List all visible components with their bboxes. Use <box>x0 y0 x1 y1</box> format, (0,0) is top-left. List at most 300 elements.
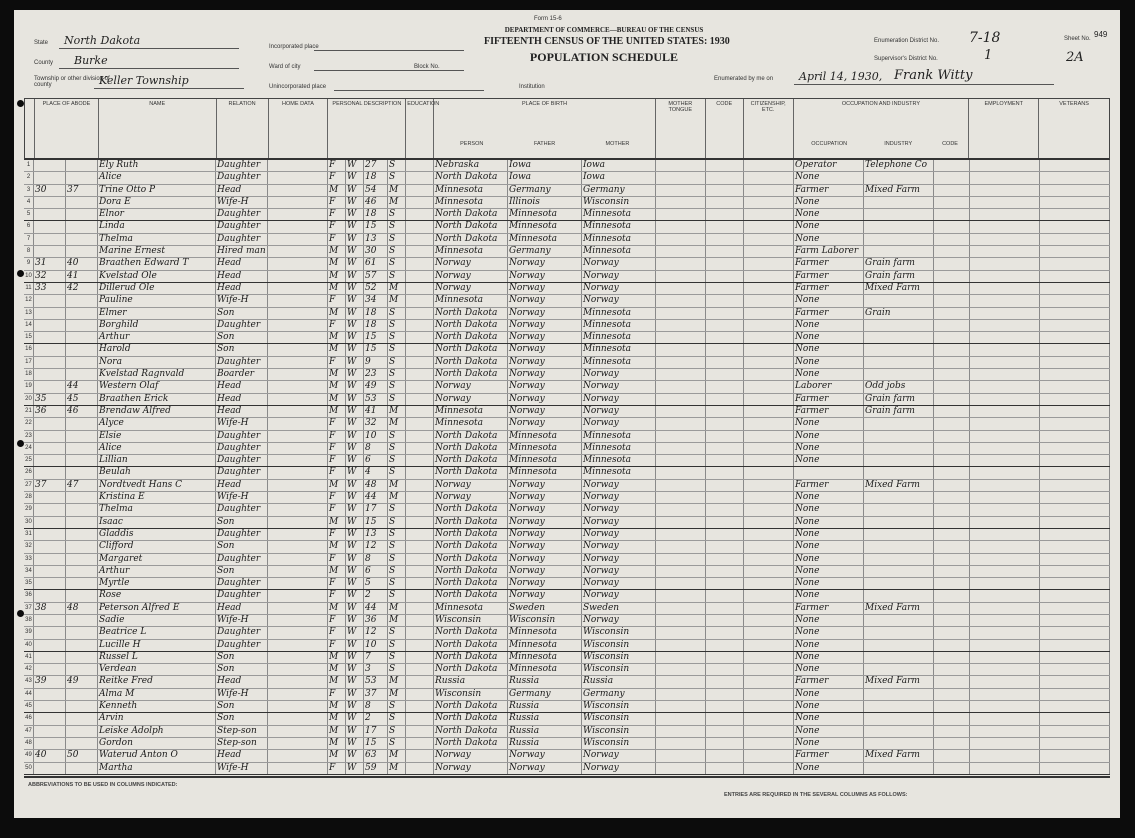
cell-pob: North Dakota <box>434 467 508 478</box>
cell-fpob: Norway <box>508 381 582 392</box>
cell-pob: North Dakota <box>434 529 508 540</box>
cell-mpob: Wisconsin <box>582 738 656 749</box>
cell-dw <box>34 320 66 331</box>
cell-occ: None <box>794 713 864 724</box>
schedule-title: POPULATION SCHEDULE <box>529 50 679 64</box>
census-sheet <box>14 10 1120 818</box>
cell-n: 18 <box>24 369 34 380</box>
cell-rel: Boarder <box>216 369 268 380</box>
cell-ms: M <box>388 676 406 687</box>
cell-race: W <box>346 578 364 589</box>
cell-n: 50 <box>24 763 34 774</box>
cell-fam <box>66 652 98 663</box>
cell-age: 18 <box>364 172 388 183</box>
census-row <box>24 234 1110 246</box>
cell-ind <box>864 234 934 245</box>
census-row <box>24 603 1110 615</box>
cell-dw: 38 <box>34 603 66 614</box>
cell-sex: F <box>328 492 346 503</box>
cell-ms: M <box>388 406 406 417</box>
cell-ind <box>864 357 934 368</box>
cell-rel: Daughter <box>216 431 268 442</box>
cell-n: 23 <box>24 431 34 442</box>
cell-pob: North Dakota <box>434 308 508 319</box>
cell-mpob: Minnesota <box>582 467 656 478</box>
cell-pob: North Dakota <box>434 701 508 712</box>
cell-age: 12 <box>364 627 388 638</box>
cell-dw <box>34 763 66 774</box>
census-row <box>24 406 1110 418</box>
cell-mpob: Norway <box>582 418 656 429</box>
cell-occ: None <box>794 664 864 675</box>
cell-race: W <box>346 160 364 171</box>
cell-name: Peterson Alfred E <box>98 603 216 614</box>
cell-ind: Telephone Co <box>864 160 934 171</box>
census-row <box>24 246 1110 258</box>
census-row <box>24 541 1110 553</box>
cell-race: W <box>346 750 364 761</box>
cell-fpob: Norway <box>508 258 582 269</box>
census-row <box>24 443 1110 455</box>
cell-occ: None <box>794 566 864 577</box>
cell-age: 36 <box>364 615 388 626</box>
cell-n: 47 <box>24 726 34 737</box>
cell-dw <box>34 664 66 675</box>
cell-ind <box>864 627 934 638</box>
cell-ms: S <box>388 664 406 675</box>
cell-occ: None <box>794 209 864 220</box>
cell-ms: S <box>388 566 406 577</box>
cell-n: 41 <box>24 652 34 663</box>
cell-rel: Wife-H <box>216 492 268 503</box>
cell-ind <box>864 295 934 306</box>
cell-mpob: Wisconsin <box>582 652 656 663</box>
cell-age: 2 <box>364 590 388 601</box>
cell-fam <box>66 209 98 220</box>
cell-ind <box>864 664 934 675</box>
cell-dw <box>34 726 66 737</box>
cell-occ <box>794 467 864 478</box>
cell-name: Marine Ernest <box>98 246 216 257</box>
cell-pob: Nebraska <box>434 160 508 171</box>
cell-rel: Son <box>216 664 268 675</box>
cell-sex: F <box>328 221 346 232</box>
cell-race: W <box>346 221 364 232</box>
cell-fpob: Norway <box>508 517 582 528</box>
cell-n: 33 <box>24 554 34 565</box>
cell-mpob: Norway <box>582 504 656 515</box>
cell-pob: Minnesota <box>434 185 508 196</box>
cell-n: 9 <box>24 258 34 269</box>
cell-ms: M <box>388 295 406 306</box>
cell-ms: M <box>388 603 406 614</box>
cell-mpob: Norway <box>582 541 656 552</box>
cell-ind: Grain farm <box>864 394 934 405</box>
cell-mpob: Norway <box>582 529 656 540</box>
cell-rel: Son <box>216 566 268 577</box>
cell-name: Myrtle <box>98 578 216 589</box>
cell-mpob: Minnesota <box>582 332 656 343</box>
cell-occ: Farmer <box>794 271 864 282</box>
cell-fpob: Norway <box>508 566 582 577</box>
cell-ms: M <box>388 418 406 429</box>
cell-age: 10 <box>364 640 388 651</box>
cell-mpob: Norway <box>582 295 656 306</box>
cell-sex: F <box>328 234 346 245</box>
cell-dw <box>34 738 66 749</box>
census-row <box>24 676 1110 688</box>
cell-ms: M <box>388 492 406 503</box>
cell-name: Thelma <box>98 504 216 515</box>
cell-name: Borghild <box>98 320 216 331</box>
cell-rel: Wife-H <box>216 197 268 208</box>
cell-rel: Wife-H <box>216 615 268 626</box>
census-row <box>24 763 1110 775</box>
cell-name: Reitke Fred <box>98 676 216 687</box>
cell-mpob: Minnesota <box>582 308 656 319</box>
cell-sex: F <box>328 431 346 442</box>
cell-ind: Mixed Farm <box>864 480 934 491</box>
cell-rel: Daughter <box>216 529 268 540</box>
cell-ms: S <box>388 652 406 663</box>
cell-sex: M <box>328 480 346 491</box>
cell-fam <box>66 726 98 737</box>
cell-mpob: Iowa <box>582 160 656 171</box>
cell-ind <box>864 418 934 429</box>
cell-fam <box>66 640 98 651</box>
cell-rel: Son <box>216 332 268 343</box>
cell-rel: Head <box>216 271 268 282</box>
cell-occ: None <box>794 517 864 528</box>
cell-ms: S <box>388 344 406 355</box>
cell-ind <box>864 467 934 478</box>
cell-race: W <box>346 455 364 466</box>
cell-rel: Daughter <box>216 172 268 183</box>
cell-fam: 44 <box>66 381 98 392</box>
census-row <box>24 529 1110 541</box>
cell-fam <box>66 357 98 368</box>
cell-ms: S <box>388 369 406 380</box>
cell-fam <box>66 701 98 712</box>
census-title: FIFTEENTH CENSUS OF THE UNITED STATES: 1930 <box>484 36 730 47</box>
census-row <box>24 418 1110 430</box>
cell-ind <box>864 689 934 700</box>
cell-fpob: Norway <box>508 590 582 601</box>
cell-sex: M <box>328 394 346 405</box>
census-rows <box>24 160 1110 775</box>
cell-rel: Daughter <box>216 504 268 515</box>
cell-fam <box>66 566 98 577</box>
column-headers <box>24 98 1110 160</box>
cell-occ: None <box>794 590 864 601</box>
cell-sex: M <box>328 726 346 737</box>
cell-age: 3 <box>364 664 388 675</box>
cell-sex: F <box>328 160 346 171</box>
cell-age: 59 <box>364 763 388 774</box>
cell-rel: Daughter <box>216 443 268 454</box>
cell-race: W <box>346 504 364 515</box>
cell-age: 48 <box>364 480 388 491</box>
cell-fam <box>66 418 98 429</box>
cell-mpob: Norway <box>582 763 656 774</box>
cell-age: 30 <box>364 246 388 257</box>
cell-sex: F <box>328 172 346 183</box>
cell-pob: North Dakota <box>434 455 508 466</box>
cell-name: Gladdis <box>98 529 216 540</box>
cell-rel: Daughter <box>216 640 268 651</box>
cell-ms: M <box>388 615 406 626</box>
cell-fam: 40 <box>66 258 98 269</box>
cell-sex: F <box>328 689 346 700</box>
cell-ind: Odd jobs <box>864 381 934 392</box>
cell-race: W <box>346 258 364 269</box>
cell-n: 17 <box>24 357 34 368</box>
cell-age: 44 <box>364 492 388 503</box>
cell-name: Nora <box>98 357 216 368</box>
census-row <box>24 344 1110 356</box>
census-row <box>24 357 1110 369</box>
cell-mpob: Norway <box>582 615 656 626</box>
cell-dw: 39 <box>34 676 66 687</box>
cell-pob: North Dakota <box>434 566 508 577</box>
cell-pob: North Dakota <box>434 590 508 601</box>
cell-race: W <box>346 738 364 749</box>
cell-pob: Minnesota <box>434 603 508 614</box>
cell-name: Beulah <box>98 467 216 478</box>
cell-race: W <box>346 443 364 454</box>
cell-fpob: Germany <box>508 689 582 700</box>
cell-name: Kristina E <box>98 492 216 503</box>
cell-dw <box>34 517 66 528</box>
cell-mpob: Norway <box>582 283 656 294</box>
col-name: NAME <box>99 99 217 158</box>
cell-n: 26 <box>24 467 34 478</box>
cell-ms: S <box>388 271 406 282</box>
cell-fam <box>66 738 98 749</box>
cell-n: 8 <box>24 246 34 257</box>
cell-dw: 30 <box>34 185 66 196</box>
cell-fam <box>66 504 98 515</box>
cell-n: 24 <box>24 443 34 454</box>
cell-race: W <box>346 566 364 577</box>
cell-sex: M <box>328 676 346 687</box>
cell-occ: None <box>794 763 864 774</box>
census-row <box>24 295 1110 307</box>
cell-occ: None <box>794 234 864 245</box>
cell-fam: 46 <box>66 406 98 417</box>
cell-fpob: Norway <box>508 763 582 774</box>
cell-fpob: Iowa <box>508 160 582 171</box>
cell-pob: North Dakota <box>434 431 508 442</box>
cell-age: 9 <box>364 357 388 368</box>
cell-mpob: Norway <box>582 271 656 282</box>
cell-sex: M <box>328 738 346 749</box>
cell-age: 57 <box>364 271 388 282</box>
cell-race: W <box>346 381 364 392</box>
col-relation: RELATION <box>217 99 269 158</box>
cell-rel: Head <box>216 480 268 491</box>
cell-pob: North Dakota <box>434 517 508 528</box>
cell-mpob: Norway <box>582 369 656 380</box>
cell-fam <box>66 295 98 306</box>
cell-age: 7 <box>364 652 388 663</box>
cell-rel: Daughter <box>216 627 268 638</box>
cell-pob: Wisconsin <box>434 615 508 626</box>
cell-ind: Grain farm <box>864 271 934 282</box>
cell-mpob: Germany <box>582 689 656 700</box>
census-row <box>24 381 1110 393</box>
cell-dw <box>34 713 66 724</box>
cell-fpob: Sweden <box>508 603 582 614</box>
cell-fpob: Iowa <box>508 172 582 183</box>
cell-n: 11 <box>24 283 34 294</box>
cell-fpob: Norway <box>508 271 582 282</box>
cell-pob: Norway <box>434 271 508 282</box>
cell-rel: Daughter <box>216 221 268 232</box>
cell-sex: F <box>328 504 346 515</box>
cell-rel: Daughter <box>216 467 268 478</box>
cell-occ: Farmer <box>794 185 864 196</box>
cell-sex: M <box>328 271 346 282</box>
cell-occ: Farm Laborer <box>794 246 864 257</box>
cell-ind <box>864 615 934 626</box>
cell-name: Gordon <box>98 738 216 749</box>
cell-race: W <box>346 701 364 712</box>
cell-name: Nordtvedt Hans C <box>98 480 216 491</box>
cell-occ: Farmer <box>794 394 864 405</box>
cell-fpob: Minnesota <box>508 627 582 638</box>
cell-name: Rose <box>98 590 216 601</box>
census-row <box>24 578 1110 590</box>
cell-race: W <box>346 664 364 675</box>
cell-fpob: Russia <box>508 738 582 749</box>
cell-mpob: Norway <box>582 566 656 577</box>
cell-rel: Wife-H <box>216 418 268 429</box>
cell-mpob: Minnesota <box>582 320 656 331</box>
cell-sex: M <box>328 701 346 712</box>
cell-mpob: Norway <box>582 480 656 491</box>
col-code: CODE <box>706 99 744 158</box>
cell-mpob: Norway <box>582 750 656 761</box>
cell-occ: None <box>794 652 864 663</box>
cell-dw <box>34 308 66 319</box>
cell-dw <box>34 369 66 380</box>
cell-fpob: Norway <box>508 320 582 331</box>
enumerator-signature: Frank Witty <box>894 68 973 83</box>
cell-race: W <box>346 295 364 306</box>
cell-fam <box>66 664 98 675</box>
cell-fpob: Norway <box>508 308 582 319</box>
cell-n: 27 <box>24 480 34 491</box>
cell-fpob: Minnesota <box>508 221 582 232</box>
cell-dw <box>34 640 66 651</box>
cell-mpob: Norway <box>582 394 656 405</box>
cell-dw <box>34 246 66 257</box>
census-row <box>24 197 1110 209</box>
cell-n: 39 <box>24 627 34 638</box>
cell-ind <box>864 738 934 749</box>
cell-name: Thelma <box>98 234 216 245</box>
cell-sex: M <box>328 713 346 724</box>
cell-ind <box>864 221 934 232</box>
cell-n: 3 <box>24 185 34 196</box>
unincorporated-label: Unincorporated place <box>269 84 327 90</box>
cell-fpob: Norway <box>508 369 582 380</box>
cell-n: 5 <box>24 209 34 220</box>
cell-ind <box>864 443 934 454</box>
cell-age: 17 <box>364 504 388 515</box>
cell-name: Arthur <box>98 332 216 343</box>
cell-ms: S <box>388 627 406 638</box>
township-label: Township or other division of county <box>34 76 110 88</box>
cell-ms: S <box>388 554 406 565</box>
cell-mpob: Wisconsin <box>582 664 656 675</box>
cell-race: W <box>346 640 364 651</box>
cell-fpob: Minnesota <box>508 652 582 663</box>
cell-age: 46 <box>364 197 388 208</box>
cell-sex: M <box>328 308 346 319</box>
cell-occ: Farmer <box>794 480 864 491</box>
cell-age: 49 <box>364 381 388 392</box>
census-row <box>24 271 1110 283</box>
col-personal-description: PERSONAL DESCRIPTION <box>328 99 406 158</box>
cell-ms: M <box>388 185 406 196</box>
cell-mpob: Minnesota <box>582 455 656 466</box>
cell-occ: Farmer <box>794 283 864 294</box>
cell-age: 34 <box>364 295 388 306</box>
cell-mpob: Russia <box>582 676 656 687</box>
cell-fam <box>66 713 98 724</box>
cell-pob: North Dakota <box>434 738 508 749</box>
cell-age: 12 <box>364 541 388 552</box>
state-label: State <box>34 40 49 46</box>
cell-fpob: Norway <box>508 504 582 515</box>
cell-sex: M <box>328 283 346 294</box>
census-row <box>24 701 1110 713</box>
cell-dw <box>34 344 66 355</box>
cell-pob: North Dakota <box>434 726 508 737</box>
cell-sex: F <box>328 554 346 565</box>
cell-dw <box>34 467 66 478</box>
cell-age: 18 <box>364 320 388 331</box>
cell-sex: F <box>328 763 346 774</box>
cell-pob: North Dakota <box>434 369 508 380</box>
cell-dw <box>34 590 66 601</box>
cell-fpob: Norway <box>508 554 582 565</box>
cell-pob: Norway <box>434 394 508 405</box>
township-value: Keller Township <box>99 74 189 87</box>
cell-fam <box>66 160 98 171</box>
cell-occ: None <box>794 455 864 466</box>
col-veterans: VETERANS <box>1059 101 1089 107</box>
cell-n: 30 <box>24 517 34 528</box>
cell-mpob: Minnesota <box>582 431 656 442</box>
cell-rel: Head <box>216 185 268 196</box>
cell-n: 4 <box>24 197 34 208</box>
cell-age: 8 <box>364 554 388 565</box>
cell-pob: North Dakota <box>434 578 508 589</box>
cell-occ: None <box>794 578 864 589</box>
cell-ind <box>864 652 934 663</box>
cell-rel: Head <box>216 258 268 269</box>
department-title: DEPARTMENT OF COMMERCE—BUREAU OF THE CENSUS <box>504 26 704 34</box>
cell-rel: Wife-H <box>216 295 268 306</box>
county-label: County <box>34 60 54 66</box>
cell-fam <box>66 197 98 208</box>
cell-race: W <box>346 418 364 429</box>
cell-occ: None <box>794 554 864 565</box>
cell-ind <box>864 726 934 737</box>
